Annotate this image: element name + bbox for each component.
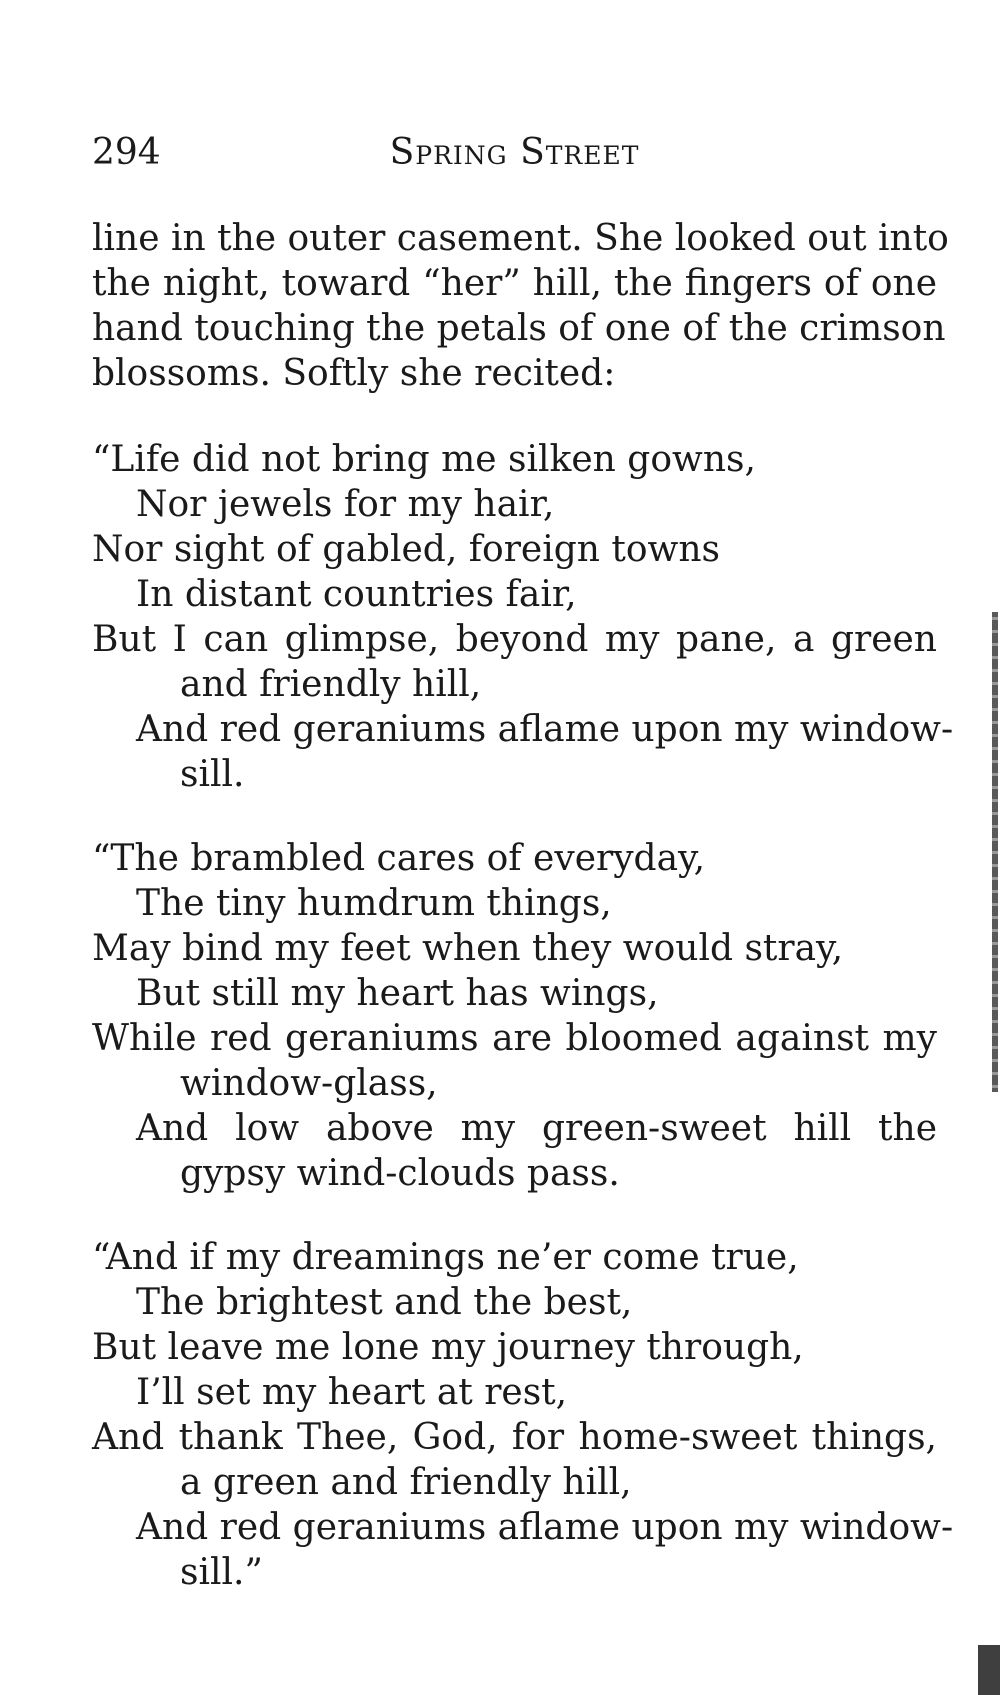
prose-line: blossoms. Softly she recited:	[92, 353, 616, 394]
poem-line: “And if my dreamings ne’er come true,	[92, 1237, 799, 1278]
prose-line: hand touching the petals of one of the crimson	[92, 308, 946, 349]
poem-line: Nor jewels for my hair,	[136, 484, 555, 525]
poem-line: In distant countries fair,	[136, 574, 577, 615]
poem-line: But leave me lone my journey through,	[92, 1327, 804, 1368]
poem-line: And red geraniums aflame upon my window-	[136, 1507, 954, 1548]
poem-line: But I can glimpse, beyond my pane, a green	[92, 619, 937, 660]
poem-stanza-2	[92, 836, 937, 1196]
poem-line: I’ll set my heart at rest,	[136, 1372, 568, 1413]
poem-line: But still my heart has wings,	[136, 973, 659, 1014]
page-number: 294	[92, 132, 161, 173]
poem-line: a green and friendly hill,	[180, 1462, 632, 1503]
poem-line: Nor sight of gabled, foreign towns	[92, 529, 721, 570]
poem-line: While red geraniums are bloomed against my	[92, 1018, 937, 1059]
prose-paragraph	[92, 216, 949, 396]
poem-line: sill.”	[180, 1552, 263, 1593]
poem-line: sill.	[180, 754, 245, 795]
poem-stanza-3	[92, 1235, 954, 1595]
poem-line: gypsy wind-clouds pass.	[180, 1153, 620, 1194]
poem-line: and friendly hill,	[180, 664, 482, 705]
poem-line: And red geraniums aflame upon my window-	[136, 709, 954, 750]
poem-line: window-glass,	[180, 1063, 438, 1104]
poem-line: And thank Thee, God, for home-sweet things,	[92, 1417, 937, 1458]
scan-corner-mark	[978, 1645, 1000, 1695]
poem-line: The tiny humdrum things,	[136, 883, 612, 924]
prose-line: the night, toward “her” hill, the fingers of one	[92, 263, 937, 304]
page-header	[92, 128, 937, 178]
poem-line: May bind my feet when they would stray,	[92, 928, 844, 969]
poem-line: And low above my green-sweet hill the	[136, 1108, 937, 1149]
poem-stanza-1	[92, 437, 954, 797]
poem-line: “Life did not bring me silken gowns,	[92, 439, 756, 480]
poem-line: The brightest and the best,	[136, 1282, 633, 1323]
scan-edge-shadow	[992, 612, 998, 1092]
prose-line: line in the outer casement. She looked out into	[92, 218, 949, 259]
running-title: Spring Street	[389, 132, 640, 173]
poem-line: “The brambled cares of everyday,	[92, 838, 706, 879]
